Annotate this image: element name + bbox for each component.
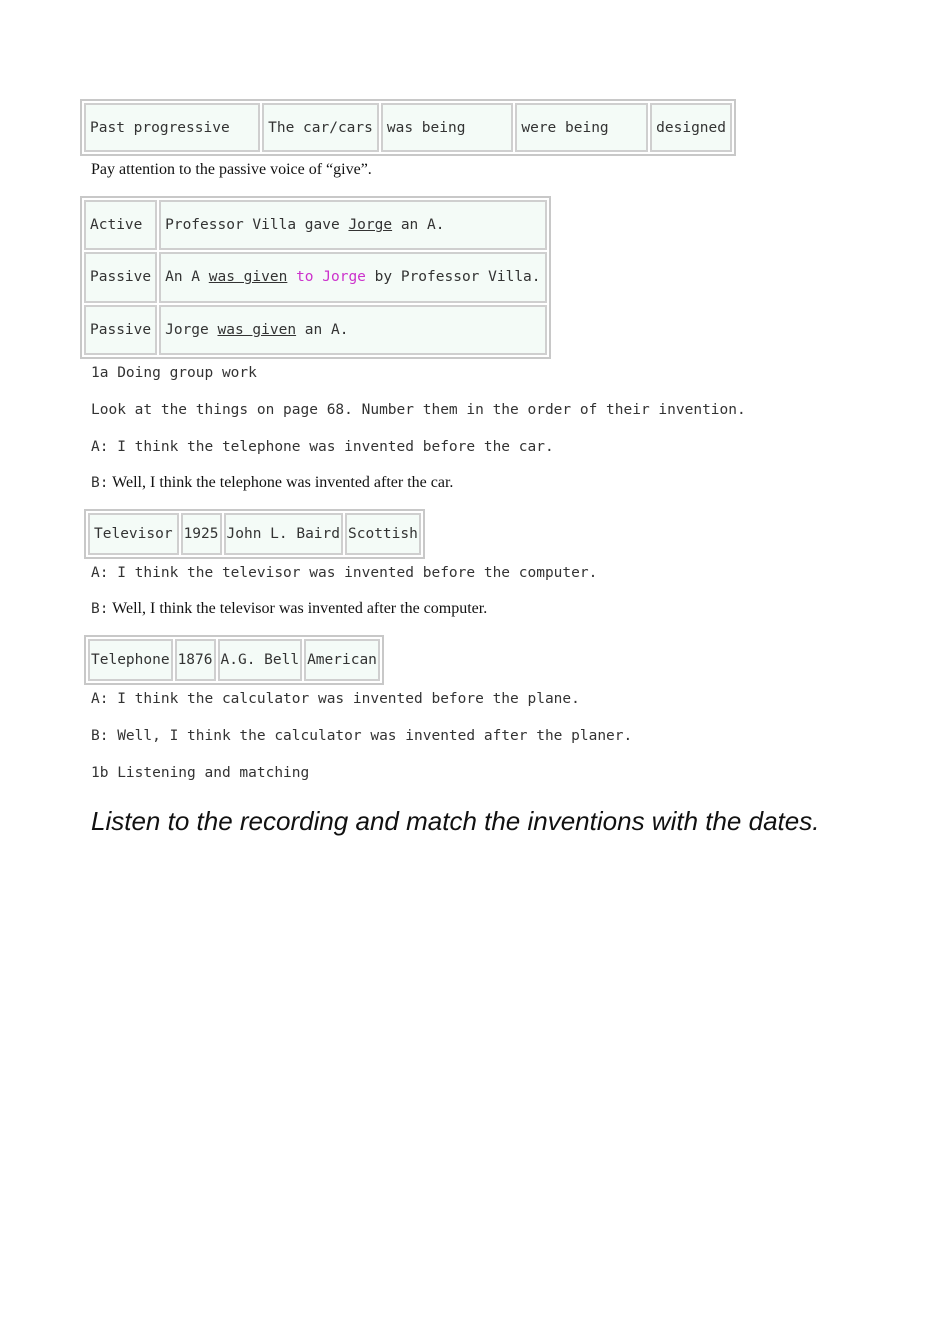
sentence-part: by Professor Villa. [365,269,541,286]
voice-label: Active [84,200,157,250]
past-progressive-table [80,99,736,156]
speaker-label: B: [91,475,109,491]
table-cell: was being [381,103,513,152]
dialog-a-line: A: I think the televisor was invented before the computer. [91,565,598,581]
table-cell: Televisor [88,513,179,555]
instruction-1b: Listen to the recording and match the inventions with the dates. [91,806,820,836]
sentence-part: an A. [296,321,349,338]
example-sentence [159,305,546,355]
highlighted-part: to Jorge [287,269,366,286]
table-cell: were being [515,103,648,152]
instruction-1a: Look at the things on page 68. Number them in the order of their invention. [91,402,746,418]
dialog-b-line: B: Well, I think the calculator was invented after the planer. [91,728,633,744]
table-cell: 1925 [181,513,222,555]
section-1b-heading: 1b Listening and matching [91,765,310,781]
dialog-text: Well, I think the televisor was invented after the computer. [108,600,488,617]
table-cell: John L. Baird [224,513,344,555]
underlined-part: Jorge [348,217,393,234]
voice-label: Passive [84,252,157,302]
sentence-part: Jorge [165,321,218,338]
example-sentence [159,252,546,302]
speaker-label: B: [91,601,109,617]
invention-table-televisor [84,509,425,559]
table-cell: Past progressive [84,103,260,152]
table-cell: 1876 [175,639,216,681]
table-cell: Scottish [345,513,421,555]
active-passive-table [80,196,551,359]
table-cell: The car/cars [262,103,379,152]
sentence-part: Professor Villa gave [165,217,349,234]
underlined-part: was given [208,269,288,286]
sentence-part: an A. [392,217,445,234]
table-cell: designed [650,103,732,152]
dialog-a-line: A: I think the telephone was invented before the car. [91,439,554,455]
underlined-part: was given [217,321,297,338]
table-cell: Telephone [88,639,173,681]
note-passive-give: Pay attention to the passive voice of “give”. [91,161,372,178]
dialog-b-line [91,600,487,618]
table-cell: American [304,639,380,681]
example-sentence [159,200,546,250]
section-1a-heading: 1a Doing group work [91,365,257,381]
voice-label: Passive [84,305,157,355]
sentence-part: An A [165,269,209,286]
dialog-text: Well, I think the telephone was invented after the car. [108,474,454,491]
dialog-b-line [91,474,453,492]
dialog-a-line: A: I think the calculator was invented before the plane. [91,691,580,707]
invention-table-telephone [84,635,384,685]
table-cell: A.G. Bell [218,639,303,681]
